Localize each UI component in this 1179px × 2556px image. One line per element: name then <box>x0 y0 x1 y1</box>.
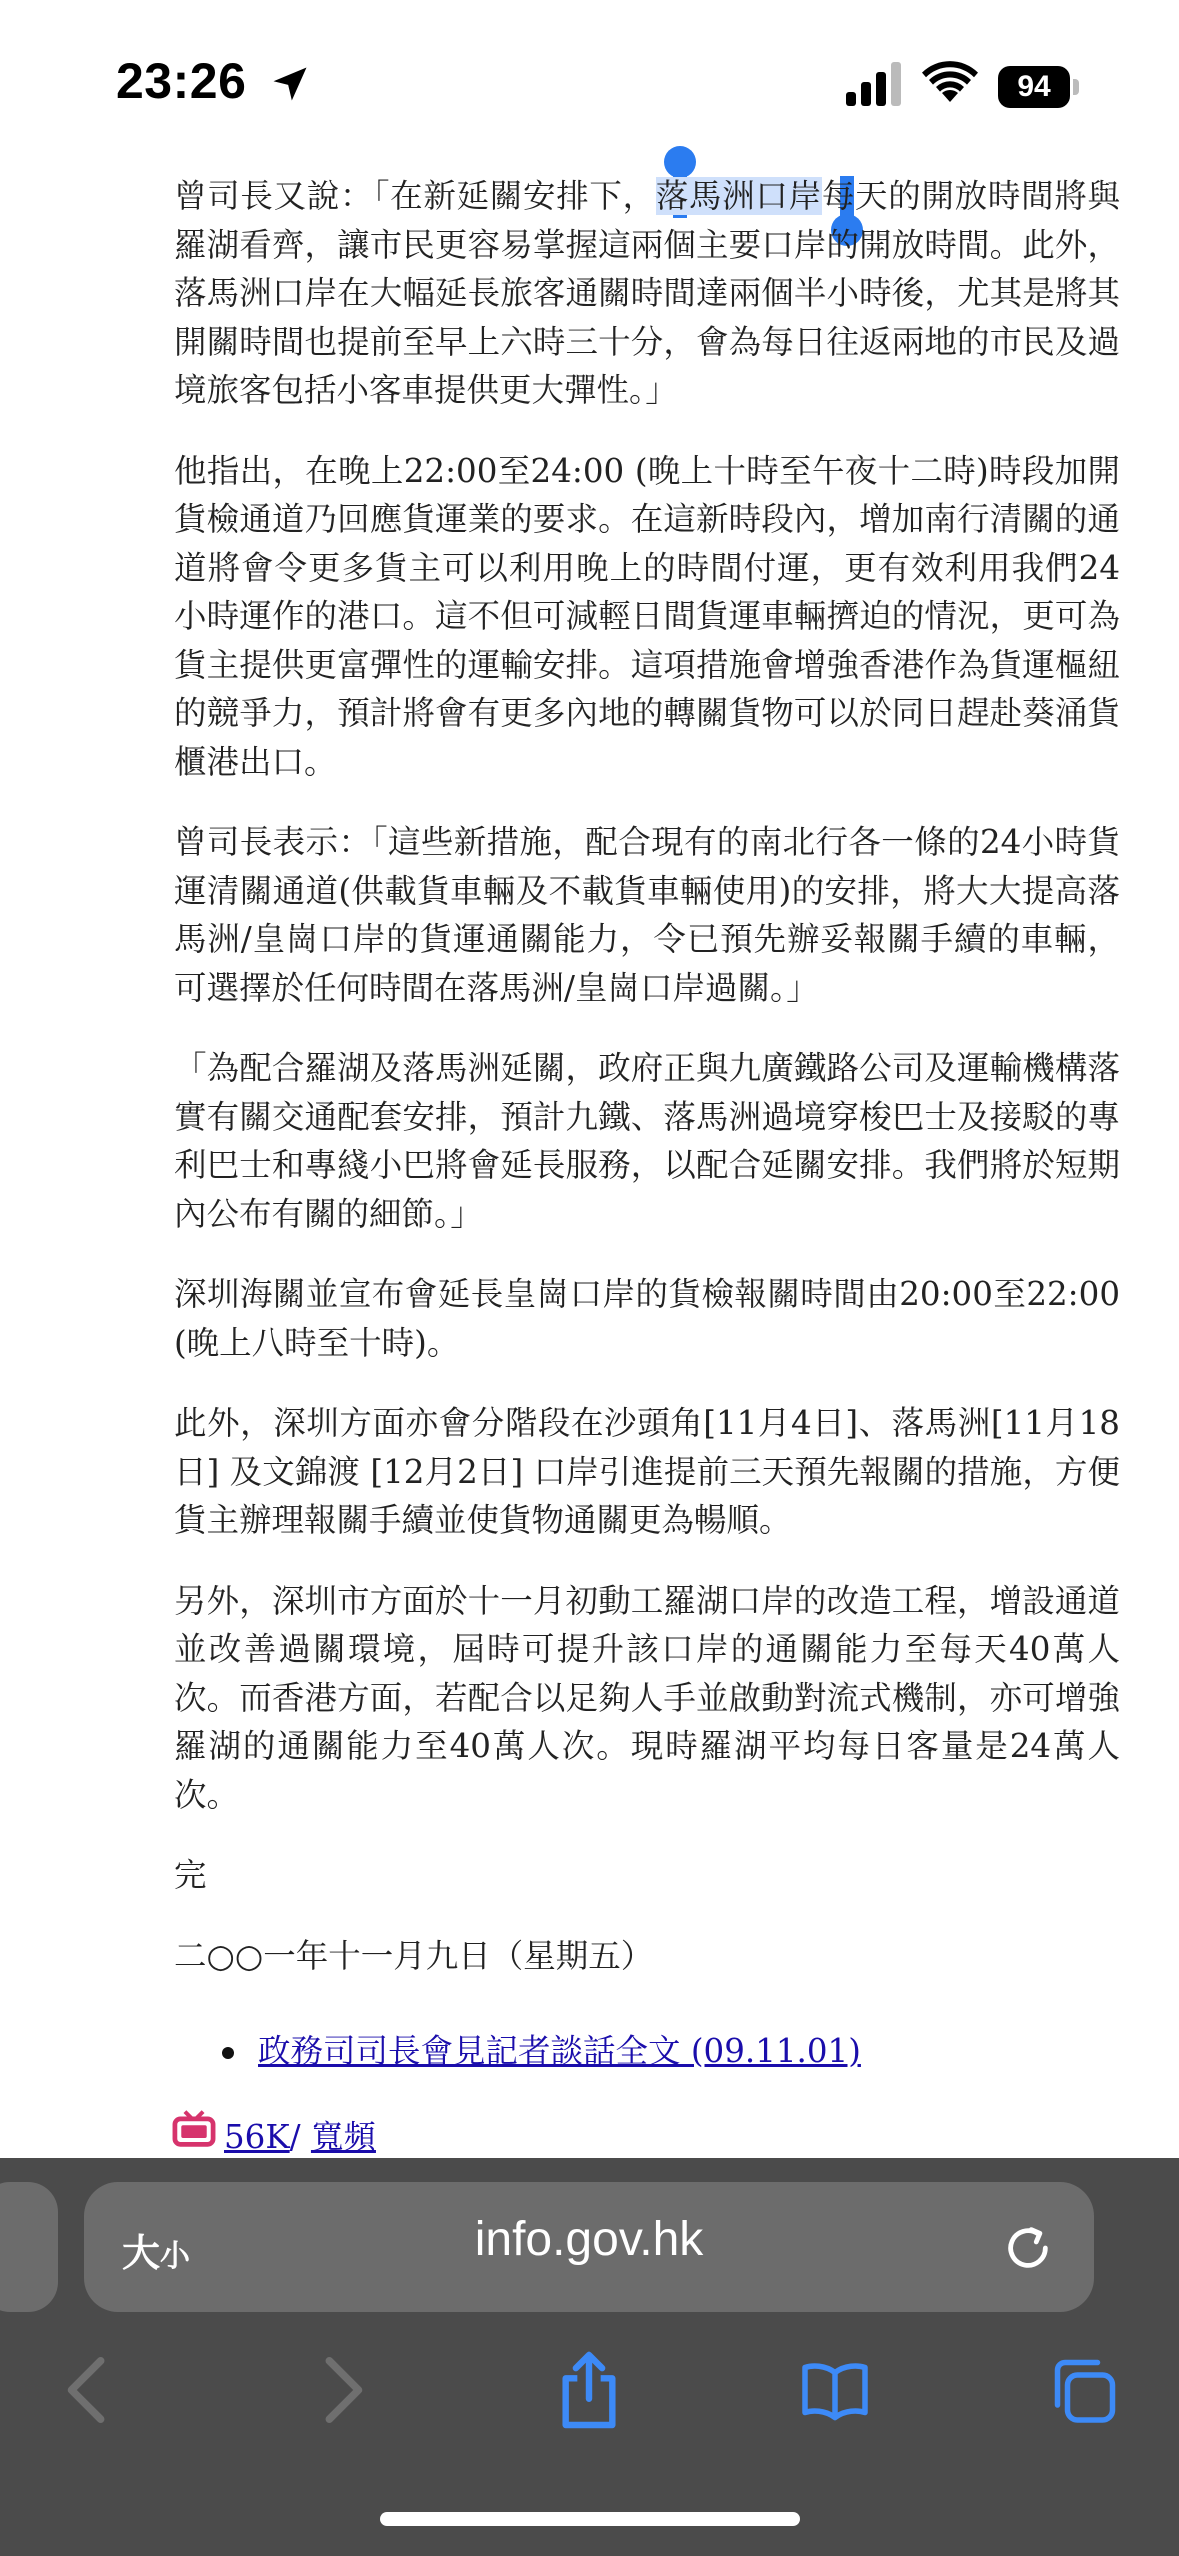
location-arrow-icon <box>268 62 312 106</box>
tv-icon <box>172 2108 216 2148</box>
battery-indicator <box>998 66 1080 108</box>
video-56k-link[interactable]: 56K <box>224 2118 290 2156</box>
selected-text[interactable]: 落馬洲口岸 <box>655 177 822 215</box>
paragraph-end-mark: 完 <box>174 1856 207 1894</box>
bullet-dot <box>222 2047 234 2059</box>
paragraph-4: 「為配合羅湖及落馬洲延關，政府正與九廣鐵路公司及運輸機構落實有關交通配套安排，預計九鐵、落馬洲過境穿梭巴士及接駁的專利巴士和專綫小巴將會延長服務，以配合延關安排。我們將於短期內公布有關的細節。」 <box>174 1049 1120 1233</box>
previous-tab-preview[interactable] <box>0 2182 58 2312</box>
cellular-signal-icon <box>846 62 902 106</box>
media-separator: / <box>289 2118 301 2156</box>
paragraph-1-start: 曾司長又說：「在新延關安排下， <box>174 177 656 215</box>
status-bar <box>0 0 1179 150</box>
article-body <box>174 172 1120 2012</box>
paragraph-1-end: 每天的開放時間將與羅湖看齊，讓市民更容易掌握這兩個主要口岸的開放時間。此外，落馬洲口岸在大幅延長旅客通關時間達兩個半小時後，尤其是將其開關時間也提前至早上六時三十分，會為每日往返兩地的市民及過境旅客包括小客車提供更大彈性。」 <box>174 177 1120 409</box>
status-time: 23:26 <box>116 53 247 109</box>
reload-icon[interactable] <box>1002 2222 1054 2274</box>
paragraph-1 <box>174 172 1120 415</box>
page-settings-label-small: 小 <box>160 2240 191 2273</box>
transcript-link[interactable]: 政務司司長會見記者談話全文 (09.11.01) <box>258 2032 861 2070</box>
battery-tip <box>1073 79 1079 95</box>
wifi-icon <box>922 58 978 106</box>
back-icon[interactable] <box>54 2348 124 2432</box>
video-broadband-link[interactable]: 寬頻 <box>310 2118 376 2156</box>
page-settings-label-big: 大 <box>122 2233 161 2275</box>
press-release-date: 二○○一年十一月九日（星期五） <box>174 1936 654 1975</box>
home-indicator[interactable] <box>380 2512 800 2526</box>
paragraph-5: 深圳海關並宣布會延長皇崗口岸的貨檢報關時間由20:00至22:00 (晚上八時至十時)。 <box>174 1275 1120 1362</box>
paragraph-7: 另外，深圳市方面於十一月初動工羅湖口岸的改造工程，增設通道並改善過關環境，屆時可提升該口岸的通關能力至每天40萬人次。而香港方面，若配合以足夠人手並啟動對流式機制，亦可增強羅湖的通關能力至40萬人次。現時羅湖平均每日客量是24萬人次。 <box>174 1581 1120 1814</box>
media-links <box>224 2112 376 2158</box>
paragraph-6: 此外，深圳方面亦會分階段在沙頭角[11月4日]、落馬洲[11月18日] 及文錦渡 [12月2日] 口岸引進提前三天預先報關的措施，方便貨主辦理報關手續並使貨物通關更為暢順。 <box>174 1404 1120 1539</box>
paragraph-3: 曾司長表示：「這些新措施，配合現有的南北行各一條的24小時貨運清關通道(供載貨車輛及不載貨車輛使用)的安排，將大大提高落馬洲/皇崗口岸的貨運通關能力，令已預先辦妥報關手續的車輛，可選擇於任何時間在落馬洲/皇崗口岸過關。」 <box>174 823 1120 1007</box>
url-text[interactable]: info.gov.hk <box>474 2213 704 2266</box>
battery-level: 94 <box>998 66 1070 108</box>
share-icon[interactable] <box>554 2348 624 2432</box>
forward-icon[interactable] <box>306 2348 376 2432</box>
bookmarks-icon[interactable] <box>800 2348 870 2432</box>
tabs-icon[interactable] <box>1050 2348 1120 2432</box>
paragraph-2: 他指出，在晚上22:00至24:00 (晚上十時至午夜十二時)時段加開貨檢通道乃回應貨運業的要求。在這新時段內，增加南行清關的通道將會令更多貨主可以利用晚上的時間付運，更有效利用我們24小時運作的港口。這不但可減輕日間貨運車輛擠迫的情況，更可為貨主提供更富彈性的運輸安排。這項措施會增強香港作為貨運樞紐的競爭力，預計將會有更多內地的轉關貨物可以於同日趕赴葵涌貨櫃港出口。 <box>174 451 1120 781</box>
